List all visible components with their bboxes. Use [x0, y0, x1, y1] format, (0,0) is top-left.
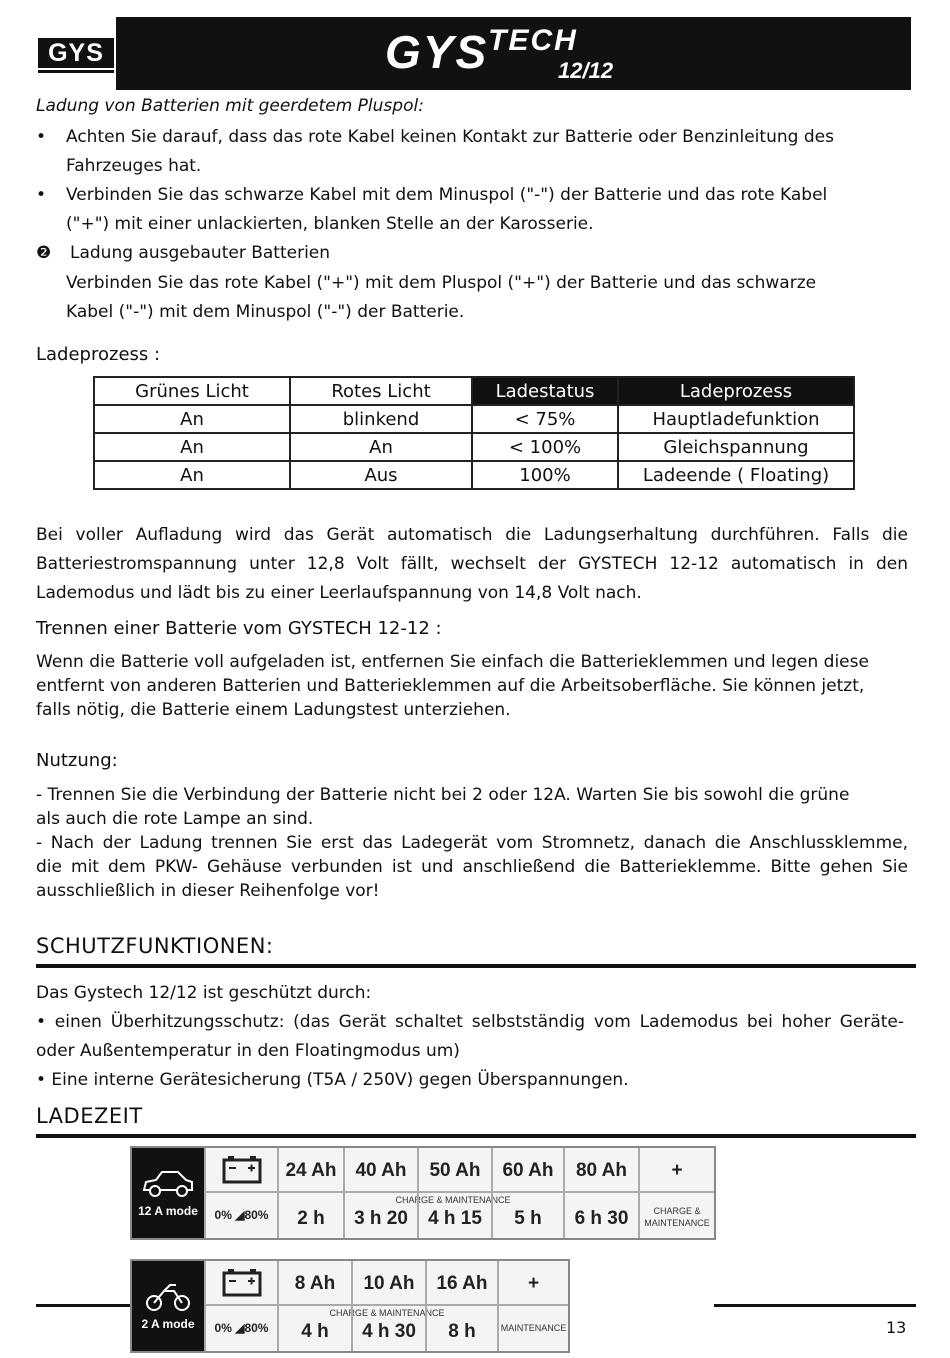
nutzung-line4: die mit dem PKW- Gehäuse verbunden ist und anschließend die Batterieklemme. Bitte gehen Sie — [36, 857, 908, 877]
table-header: Ladestatus — [472, 377, 618, 405]
table-cell: Gleichspannung — [618, 433, 854, 461]
moto-band-label: CHARGE & MAINTENANCE — [329, 1308, 445, 1318]
bullet-1-line1: Achten Sie darauf, dass das rote Kabel keinen Kontakt zur Batterie oder Benzinleitung des — [66, 127, 834, 147]
trennen-line3: falls nötig, die Batterie einem Ladungstest unterziehen. — [36, 700, 511, 720]
table-cell: Hauptladefunktion — [618, 405, 854, 433]
table-cell: An — [94, 405, 290, 433]
moto-mode-label: 2 A mode — [141, 1317, 195, 1331]
moto-charge-time-table — [130, 1259, 570, 1353]
car-capacity: 50 Ah — [417, 1148, 491, 1193]
bullet-symbol: • — [36, 185, 47, 205]
step-2-icon: ❷ — [36, 243, 52, 263]
trennen-line1: Wenn die Batterie voll aufgeladen ist, entfernen Sie einfach die Batterieklemmen und legen diese — [36, 652, 869, 672]
gystech-logo-main: GYS — [385, 26, 489, 78]
moto-battery-cell — [204, 1261, 277, 1306]
footer-line-left — [36, 1304, 132, 1307]
moto-capacity-plus: + — [497, 1261, 568, 1306]
gystech-logo — [385, 24, 578, 80]
after-table-line2: Batteriestromspannung unter 12,8 Volt fällt, wechselt der GYSTECH 12-12 automatisch in den — [36, 554, 908, 574]
gys-logo-stripe — [38, 70, 114, 73]
trennen-line2: entfernt von anderen Batterien und Batterieklemmen auf die Arbeitsoberfläche. Sie können jetzt, — [36, 676, 865, 696]
nutzung-line1: - Trennen Sie die Verbindung der Batterie nicht bei 2 oder 12A. Warten Sie bis sowohl die grüne — [36, 785, 850, 805]
car-time: 4 h 15 — [417, 1193, 491, 1238]
table-cell: < 75% — [472, 405, 618, 433]
ladezeit-heading: LADEZEIT — [36, 1104, 143, 1128]
schutz-line1: Das Gystech 12/12 ist geschützt durch: — [36, 983, 372, 1003]
moto-capacity: 10 Ah — [351, 1261, 425, 1306]
trennen-heading: Trennen einer Batterie vom GYSTECH 12-12 : — [36, 618, 442, 639]
table-cell: Ladeende ( Floating) — [618, 461, 854, 489]
bullet-2-line2: ("+") mit einer unlackierten, blanken Stelle an der Karosserie. — [66, 214, 594, 234]
car-time: 3 h 20 — [343, 1193, 417, 1238]
nutzung-line3: - Nach der Ladung trennen Sie erst das Ladegerät vom Stromnetz, danach die Anschlussklemme, — [36, 833, 908, 853]
car-battery-cell — [204, 1148, 277, 1193]
car-time: 6 h 30 — [563, 1193, 638, 1238]
car-capacity: 40 Ah — [343, 1148, 417, 1193]
car-pct-label: 0% ◢80% — [204, 1193, 277, 1238]
moto-time: 4 h — [277, 1306, 351, 1351]
table-row — [94, 433, 854, 461]
nutzung-line2: als auch die rote Lampe an sind. — [36, 809, 314, 829]
schutz-line4: • Eine interne Gerätesicherung (T5A / 250V) gegen Überspannungen. — [36, 1070, 629, 1090]
table-header: Rotes Licht — [290, 377, 472, 405]
moto-plus-label: MAINTENANCE — [497, 1306, 568, 1351]
step-2-title: Ladung ausgebauter Batterien — [70, 243, 331, 263]
moto-capacity: 16 Ah — [425, 1261, 497, 1306]
table-cell: Aus — [290, 461, 472, 489]
table-cell: 100% — [472, 461, 618, 489]
step-2-line2: Kabel ("-") mit dem Minuspol ("-") der Batterie. — [66, 302, 465, 322]
schutz-rule — [36, 964, 916, 968]
car-capacity: 80 Ah — [563, 1148, 638, 1193]
bullet-1-line2: Fahrzeuges hat. — [66, 156, 202, 176]
bullet-2-line1: Verbinden Sie das schwarze Kabel mit dem Minuspol ("-") der Batterie und das rote Kabel — [66, 185, 828, 205]
table-cell: < 100% — [472, 433, 618, 461]
car-charge-time-table — [130, 1146, 716, 1240]
bullet-symbol: • — [36, 127, 47, 147]
moto-mode-panel — [132, 1261, 204, 1351]
page-number: 13 — [886, 1318, 907, 1337]
car-capacity: 24 Ah — [277, 1148, 343, 1193]
gystech-logo-sub: 12/12 — [558, 58, 614, 83]
after-table-line3: Lademodus und lädt bis zu einer Leerlaufspannung von 14,8 Volt nach. — [36, 583, 642, 603]
table-header: Grünes Licht — [94, 377, 290, 405]
car-mode-label: 12 A mode — [138, 1204, 198, 1218]
charge-status-table — [93, 376, 855, 490]
table-header: Ladeprozess — [618, 377, 854, 405]
table-row — [94, 461, 854, 489]
gys-logo: GYS — [38, 38, 114, 68]
car-icon — [140, 1166, 196, 1200]
moto-time: 8 h — [425, 1306, 497, 1351]
footer-line-right — [714, 1304, 916, 1307]
schutz-heading: SCHUTZFUNKTIONEN: — [36, 934, 274, 958]
step-2-line1: Verbinden Sie das rote Kabel ("+") mit dem Pluspol ("+") der Batterie und das schwarze — [66, 273, 817, 293]
battery-icon — [222, 1156, 262, 1184]
table-cell: An — [94, 433, 290, 461]
table-cell: blinkend — [290, 405, 472, 433]
car-capacity-plus: + — [638, 1148, 714, 1193]
nutzung-heading: Nutzung: — [36, 750, 118, 771]
battery-icon — [222, 1269, 262, 1297]
motorcycle-icon — [144, 1279, 192, 1313]
schutz-line3: oder Außentemperatur in den Floatingmodus um) — [36, 1041, 460, 1061]
car-capacity: 60 Ah — [491, 1148, 563, 1193]
intro-heading: Ladung von Batterien mit geerdetem Pluspol: — [36, 96, 424, 116]
table-header-row — [94, 377, 854, 405]
car-band-label: CHARGE & MAINTENANCE — [395, 1195, 511, 1205]
car-mode-panel — [132, 1148, 204, 1238]
table-cell: An — [290, 433, 472, 461]
car-time: 5 h — [491, 1193, 563, 1238]
table-row — [94, 405, 854, 433]
car-time: 2 h — [277, 1193, 343, 1238]
nutzung-line5: ausschließlich in dieser Reihenfolge vor! — [36, 881, 380, 901]
table-cell: An — [94, 461, 290, 489]
schutz-line2: • einen Überhitzungsschutz: (das Gerät schaltet selbstständig vom Lademodus bei hoher Geräte- — [36, 1012, 904, 1032]
moto-capacity: 8 Ah — [277, 1261, 351, 1306]
ladezeit-rule — [36, 1134, 916, 1138]
gystech-logo-tech: TECH — [488, 24, 578, 57]
car-plus-label: CHARGE & MAINTENANCE — [638, 1193, 714, 1238]
moto-pct-label: 0% ◢80% — [204, 1306, 277, 1351]
after-table-line1: Bei voller Aufladung wird das Gerät automatisch die Ladungserhaltung durchführen. Falls die — [36, 525, 908, 545]
ladeprozess-heading: Ladeprozess : — [36, 344, 161, 365]
moto-time: 4 h 30 — [351, 1306, 425, 1351]
